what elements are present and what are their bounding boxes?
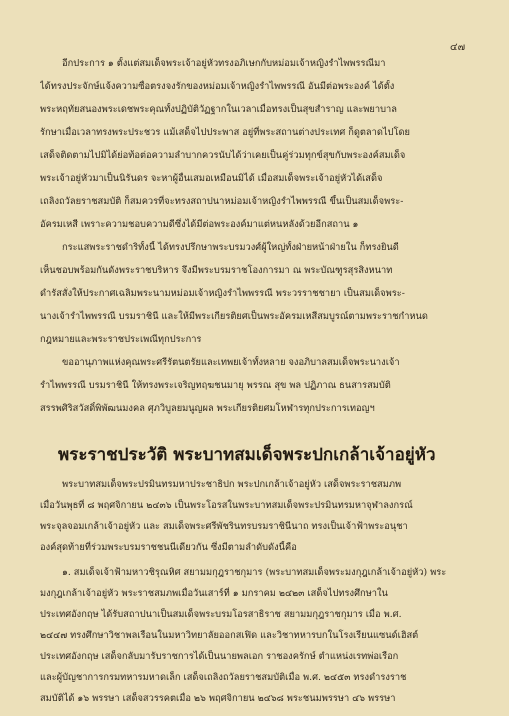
text-line: ๑. สมเด็จเจ้าฟ้ามหาวชิรุณหิศ สยามมกุฎราชกุมาร (พระบาทสมเด็จพระมงกุฎเกล้าเจ้าอยู่หัว) พระ	[62, 567, 447, 578]
text-line: กระแสพระราชดำริทั้งนี้ ได้ทรงปรึกษาพระบรมวงศ์ผู้ใหญ่ทั้งฝ่ายหน้าฝ่ายใน ก็ทรงยินดี	[62, 242, 399, 253]
text-line: มงกุฎเกล้าเจ้าอยู่หัว พระราชสมภพเมื่อวันเสาร์ที่ ๑ มกราคม ๒๔๒๓ เสด็จไปทรงศึกษาใน	[40, 588, 388, 599]
text-line: พระหฤทัยสนองพระเดชพระคุณทั้งปฏิบัติวัฏฐากในเวลาเมื่อทรงเป็นสุขสำราญ และพยาบาล	[40, 104, 397, 115]
text-line: นางเจ้ารำไพพรรณี บรมราชินี และให้มีพระเกียรติยศเป็นพระอัครมเหสีสมบูรณ์ตามพระราชกำหนด	[40, 311, 428, 322]
text-line: เมื่อวันพุธที่ ๘ พฤศจิกายน ๒๔๓๖ เป็นพระโอรสในพระบาทสมเด็จพระปรมินทรมหาจุฬาลงกรณ์	[40, 500, 413, 511]
text-line: รักษาเมื่อเวลาทรงพระประชวร แม้เสด็จไปประพาส อยู่ที่พระสถานต่างประเทศ ก็ดูตลาดไปโดย	[40, 127, 410, 138]
page-number: ๔๗	[450, 42, 466, 53]
text-line: ๒๔๔๗ ทรงศึกษาวิชาพลเรือนในมหาวิทยาลัยออกสเฟิด และวิชาทหารบกในโรงเรียนแซนด์เฮิสต์	[40, 630, 419, 641]
text-line: องค์สุดท้ายที่ร่วมพระบรมราชชนนีเดียวกัน ซึ่งมีตามลำดับดังนี้คือ	[40, 542, 297, 553]
text-line: สมบัติได้ ๑๖ พรรษา เสด็จสวรรคตเมื่อ ๒๖ พฤศจิกายน ๒๔๖๘ พระชนมพรรษา ๔๖ พรรษา	[40, 693, 396, 704]
text-line: เถลิงถวัลยราชสมบัติ ก็สมควรที่จะทรงสถาปนาหม่อมเจ้าหญิงรำไพพรรณี ขึ้นเป็นสมเด็จพระ-	[40, 196, 404, 207]
text-line: พระเจ้าอยู่หัวมาเป็นนิรันดร จะหาผู้อื่นเสมอเหมือนมิได้ เมื่อสมเด็จพระเจ้าอยู่หัวได้เสด็จ	[40, 173, 383, 184]
text-line: สรรพศิริสวัสดิ์พิพัฒนมงคล ศุภวิบูลยมนูญผล พระเกียรติยศมโหฬารทุกประการเทอญฯ	[40, 403, 375, 414]
text-line: อีกประการ ๑ ตั้งแต่สมเด็จพระเจ้าอยู่หัวทรงอภิเษกกับหม่อมเจ้าหญิงรำไพพรรณีมา	[62, 58, 386, 69]
text-line: ขออานุภาพแห่งคุณพระศรีรัตนตรัยและเทพยเจ้าทั้งหลาย จงอภิบาลสมเด็จพระนางเจ้า	[62, 357, 400, 368]
text-line: ได้ทรงประจักษ์แจ้งความซื่อตรงจงรักของหม่อมเจ้าหญิงรำไพพรรณี อันมีต่อพระองค์ ได้ตั้ง	[40, 81, 395, 92]
text-line: ดำรัสสั่งให้ประกาศเฉลิมพระนามหม่อมเจ้าหญิงรำไพพรรณี พระวรราชชายา เป็นสมเด็จพระ-	[40, 288, 405, 299]
text-line: ประเทศอังกฤษ เสด็จกลับมารับราชการได้เป็นนายพลเอก ราชองครักษ์ ตำแหน่งเรทพ่อเรือก	[40, 651, 399, 662]
text-line: เห็นชอบพร้อมกันดังพระราชบริหาร จึงมีพระบรมราชโองการมา ณ พระบัณฑูรสุรสิงหนาท	[40, 265, 393, 276]
text-line: ประเทศอังกฤษ ได้รับสถาปนาเป็นสมเด็จพระบรมโอรสาธิราช สยามมกุฎราชกุมาร เมื่อ พ.ศ.	[40, 609, 402, 620]
text-line: และผู้บัญชาการกรมทหารมหาดเล็ก เสด็จเถลิงถวัลยราชสมบัติเมื่อ พ.ศ. ๒๔๕๓ ทรงดำรงราช	[40, 672, 407, 683]
text-line: พระบาทสมเด็จพระปรมินทรมหาประชาธิปก พระปกเกล้าเจ้าอยู่หัว เสด็จพระราชสมภพ	[62, 479, 402, 490]
text-line: อัครมเหสี เพราะความชอบความดีซึ่งได้มีต่อพระองค์มาแต่หนหลังด้วยอีกสถาน ๑	[40, 219, 359, 230]
text-line: เสด็จติดตามไปมิได้ย่อท้อต่อความลำบากควรนับได้ว่าเคยเป็นคู่ร่วมทุกข์สุขกับพระองค์สมเด็จ	[40, 150, 406, 161]
text-line: รำไพพรรณี บรมราชินี ให้ทรงพระเจริญทฤฆชนมายุ พรรณ สุข พล ปฏิภาณ ธนสารสมบัติ	[40, 380, 391, 391]
text-line: กฎหมายและพระราชประเพณีทุกประการ	[40, 334, 202, 345]
text-line: พระจุลจอมเกล้าเจ้าอยู่หัว และ สมเด็จพระศรีพัชรินทรบรมราชินีนาถ ทรงเป็นเจ้าฟ้าพระอนุชา	[40, 521, 408, 532]
section-heading: พระราชประวัติ พระบาทสมเด็จพระปกเกล้าเจ้าอยู่หัว	[58, 445, 436, 465]
